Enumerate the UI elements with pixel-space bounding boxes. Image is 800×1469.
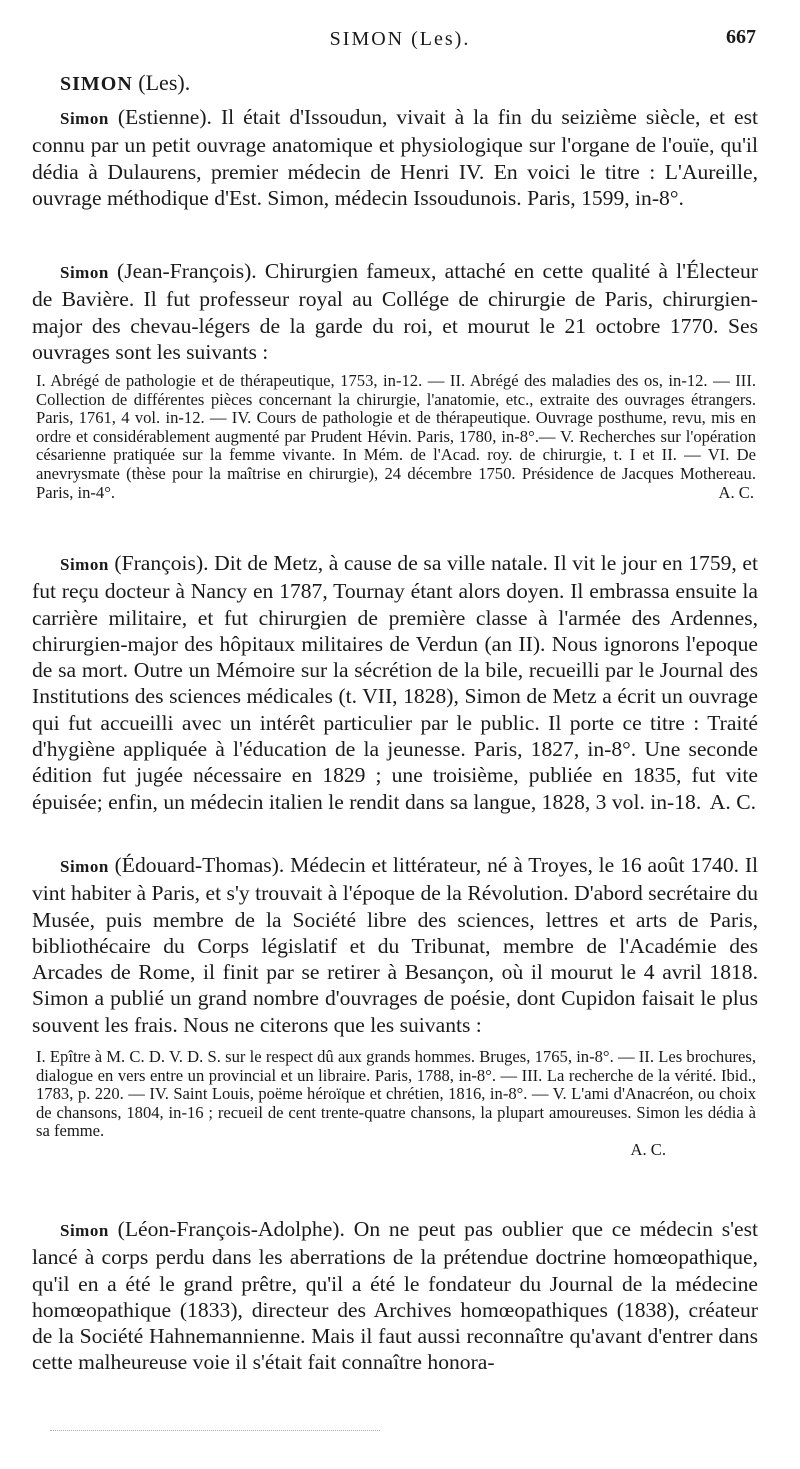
- running-title: SIMON (Les).: [329, 28, 471, 50]
- entry-simon-jean-francois: [32, 258, 758, 365]
- footer-dotted-rule: [50, 1430, 380, 1432]
- entry-simon-estienne: [32, 104, 758, 211]
- notes-text: I. Epître à M. C. D. V. D. S. sur le respect dû aux grands hommes. Bruges, 1765, in-8°. — II. Les brochures, dialogue en vers entre un provincial et un libraire. Paris, 1788, in-8°. — III. La recherche de la vérité. Ibid., 1783, p. 220. — IV. Saint Louis, poëme héroïque et chrétien, 1816, in-8°. — V. L'ami d'Anacréon, ou choix de chansons, 1804, in-16 ; recueil de cent trente-quatre chansons, la plupart amoureuses. Simon les dédia à sa femme.: [36, 1047, 756, 1141]
- entry-text: On ne peut pas oublier que ce médecin s'est lancé à corps perdu dans les aberrations de la prétendue doctrine homœopathique, qu'il en a été le grand prêtre, qu'il a été le fondateur du Journal de la médecine homœopathique (1833), directeur des Archives homœopathiques (1838), créateur de la Société Hahnemannienne. Mais il faut aussi reconnaître qu'avant d'entrer dans cette malheureuse voie il s'était fait connaître honora-: [32, 1217, 758, 1375]
- entry-notes-jean-francois: [36, 372, 756, 502]
- section-heading: [60, 70, 190, 96]
- entry-name: Simon: [60, 1221, 109, 1240]
- author-initials: A. C.: [718, 482, 754, 502]
- entry-text: Dit de Metz, à cause de sa ville natale. Il vit le jour en 1759, et fut reçu docteur à Nancy en 1787, Tournay étant alors doyen. Il embrassa ensuite la carrière militaire, et fut chirurgien de première classe à l'armée des Ardennes, chirurgien-major des hôpitaux militaires de Verdun (an II). Nous ignorons l'epoque de sa mort. Outre un Mémoire sur la sécrétion de la bile, recueilli par le Journal des Institutions des sciences médicales (t. VII, 1828), Simon de Metz a écrit un ouvrage qui fut accueilli avec un intérêt particulier par le public. Il porte ce titre : Traité d'hygiène appliquée à l'éducation de la jeunesse. Paris, 1827, in-8°. Une seconde édition fut jugée nécessaire en 1829 ; une troisième, publiée en 1835, fut vite épuisée; enfin, un médecin italien le rendit dans sa langue, 1828, 3 vol. in-18.: [32, 551, 759, 814]
- entry-simon-edouard-thomas: [32, 852, 758, 1038]
- running-head: [0, 28, 800, 58]
- entry-qualifier: (Estienne).: [117, 105, 212, 129]
- entry-qualifier: (Jean-François).: [117, 259, 257, 283]
- entry-name: Simon: [60, 109, 109, 128]
- author-initials: A. C.: [709, 789, 756, 814]
- page-number: 667: [726, 26, 756, 48]
- author-initials: A. C.: [630, 1139, 666, 1159]
- entry-text: Il était d'Issoudun, vivait à la fin du seizième siècle, et est connu par un petit ouvrage anatomique et physiologique sur l'organe de l'ouïe, qu'il dédia à Dulaurens, premier médecin de Henri IV. En voici le titre : L'Aureille, ouvrage méthodique d'Est. Simon, médecin Issoudunois. Paris, 1599, in-8°.: [32, 105, 759, 210]
- entry-name: Simon: [60, 555, 109, 574]
- entry-text: Médecin et littérateur, né à Troyes, le 16 août 1740. Il vint habiter à Paris, et s'y trouvait à l'époque de la Révolution. D'abord secrétaire du Musée, puis membre de la Société libre des sciences, lettres et arts de Paris, bibliothécaire du Corps législatif et du Tribunat, membre de l'Académie des Arcades de Rome, il finit par se retirer à Besançon, où il mourut le 4 avril 1818. Simon a publié un grand nombre d'ouvrages de poésie, dont Cupidon faisait le plus souvent les frais. Nous ne citerons que les suivants :: [32, 853, 759, 1037]
- section-name: SIMON: [60, 73, 133, 95]
- entry-simon-francois: [32, 550, 758, 815]
- entry-notes-edouard-thomas: [36, 1048, 756, 1160]
- entry-name: Simon: [60, 857, 109, 876]
- entry-qualifier: (François).: [114, 551, 209, 575]
- entry-qualifier: (Édouard-Thomas).: [114, 853, 285, 877]
- section-qualifier: (Les).: [138, 70, 191, 95]
- entry-text: Chirurgien fameux, attaché en cette qualité à l'Électeur de Bavière. Il fut professeur royal au Collége de chirurgie de Paris, chirurgien-major des chevau-légers de la garde du roi, et mourut le 21 octobre 1770. Ses ouvrages sont les suivants :: [32, 259, 758, 364]
- entry-name: Simon: [60, 263, 109, 282]
- notes-text: I. Abrégé de pathologie et de thérapeutique, 1753, in-12. — II. Abrégé des maladies des os, in-12. — III. Collection de différentes pièces concernant la chirurgie, l'anatomie, etc., extraite des ouvrages étrangers. Paris, 1761, 4 vol. in-12. — IV. Cours de pathologie et de thérapeutique. Ouvrage posthume, revu, mis en ordre et considérablement augmenté par Prudent Hévin. Paris, 1780, in-8°.— V. Recherches sur l'opération césarienne pratiquée sur la femme vivante. In Mém. de l'Acad. roy. de chirurgie, t. I et II. — VI. De anevrysmate (thèse pour la maîtrise en chirurgie), 24 décembre 1750. Présidence de Jacques Mothereau. Paris, in-4°.: [36, 371, 756, 502]
- entry-simon-leon-francois-adolphe: [32, 1216, 758, 1376]
- entry-qualifier: (Léon-François-Adolphe).: [117, 1217, 345, 1241]
